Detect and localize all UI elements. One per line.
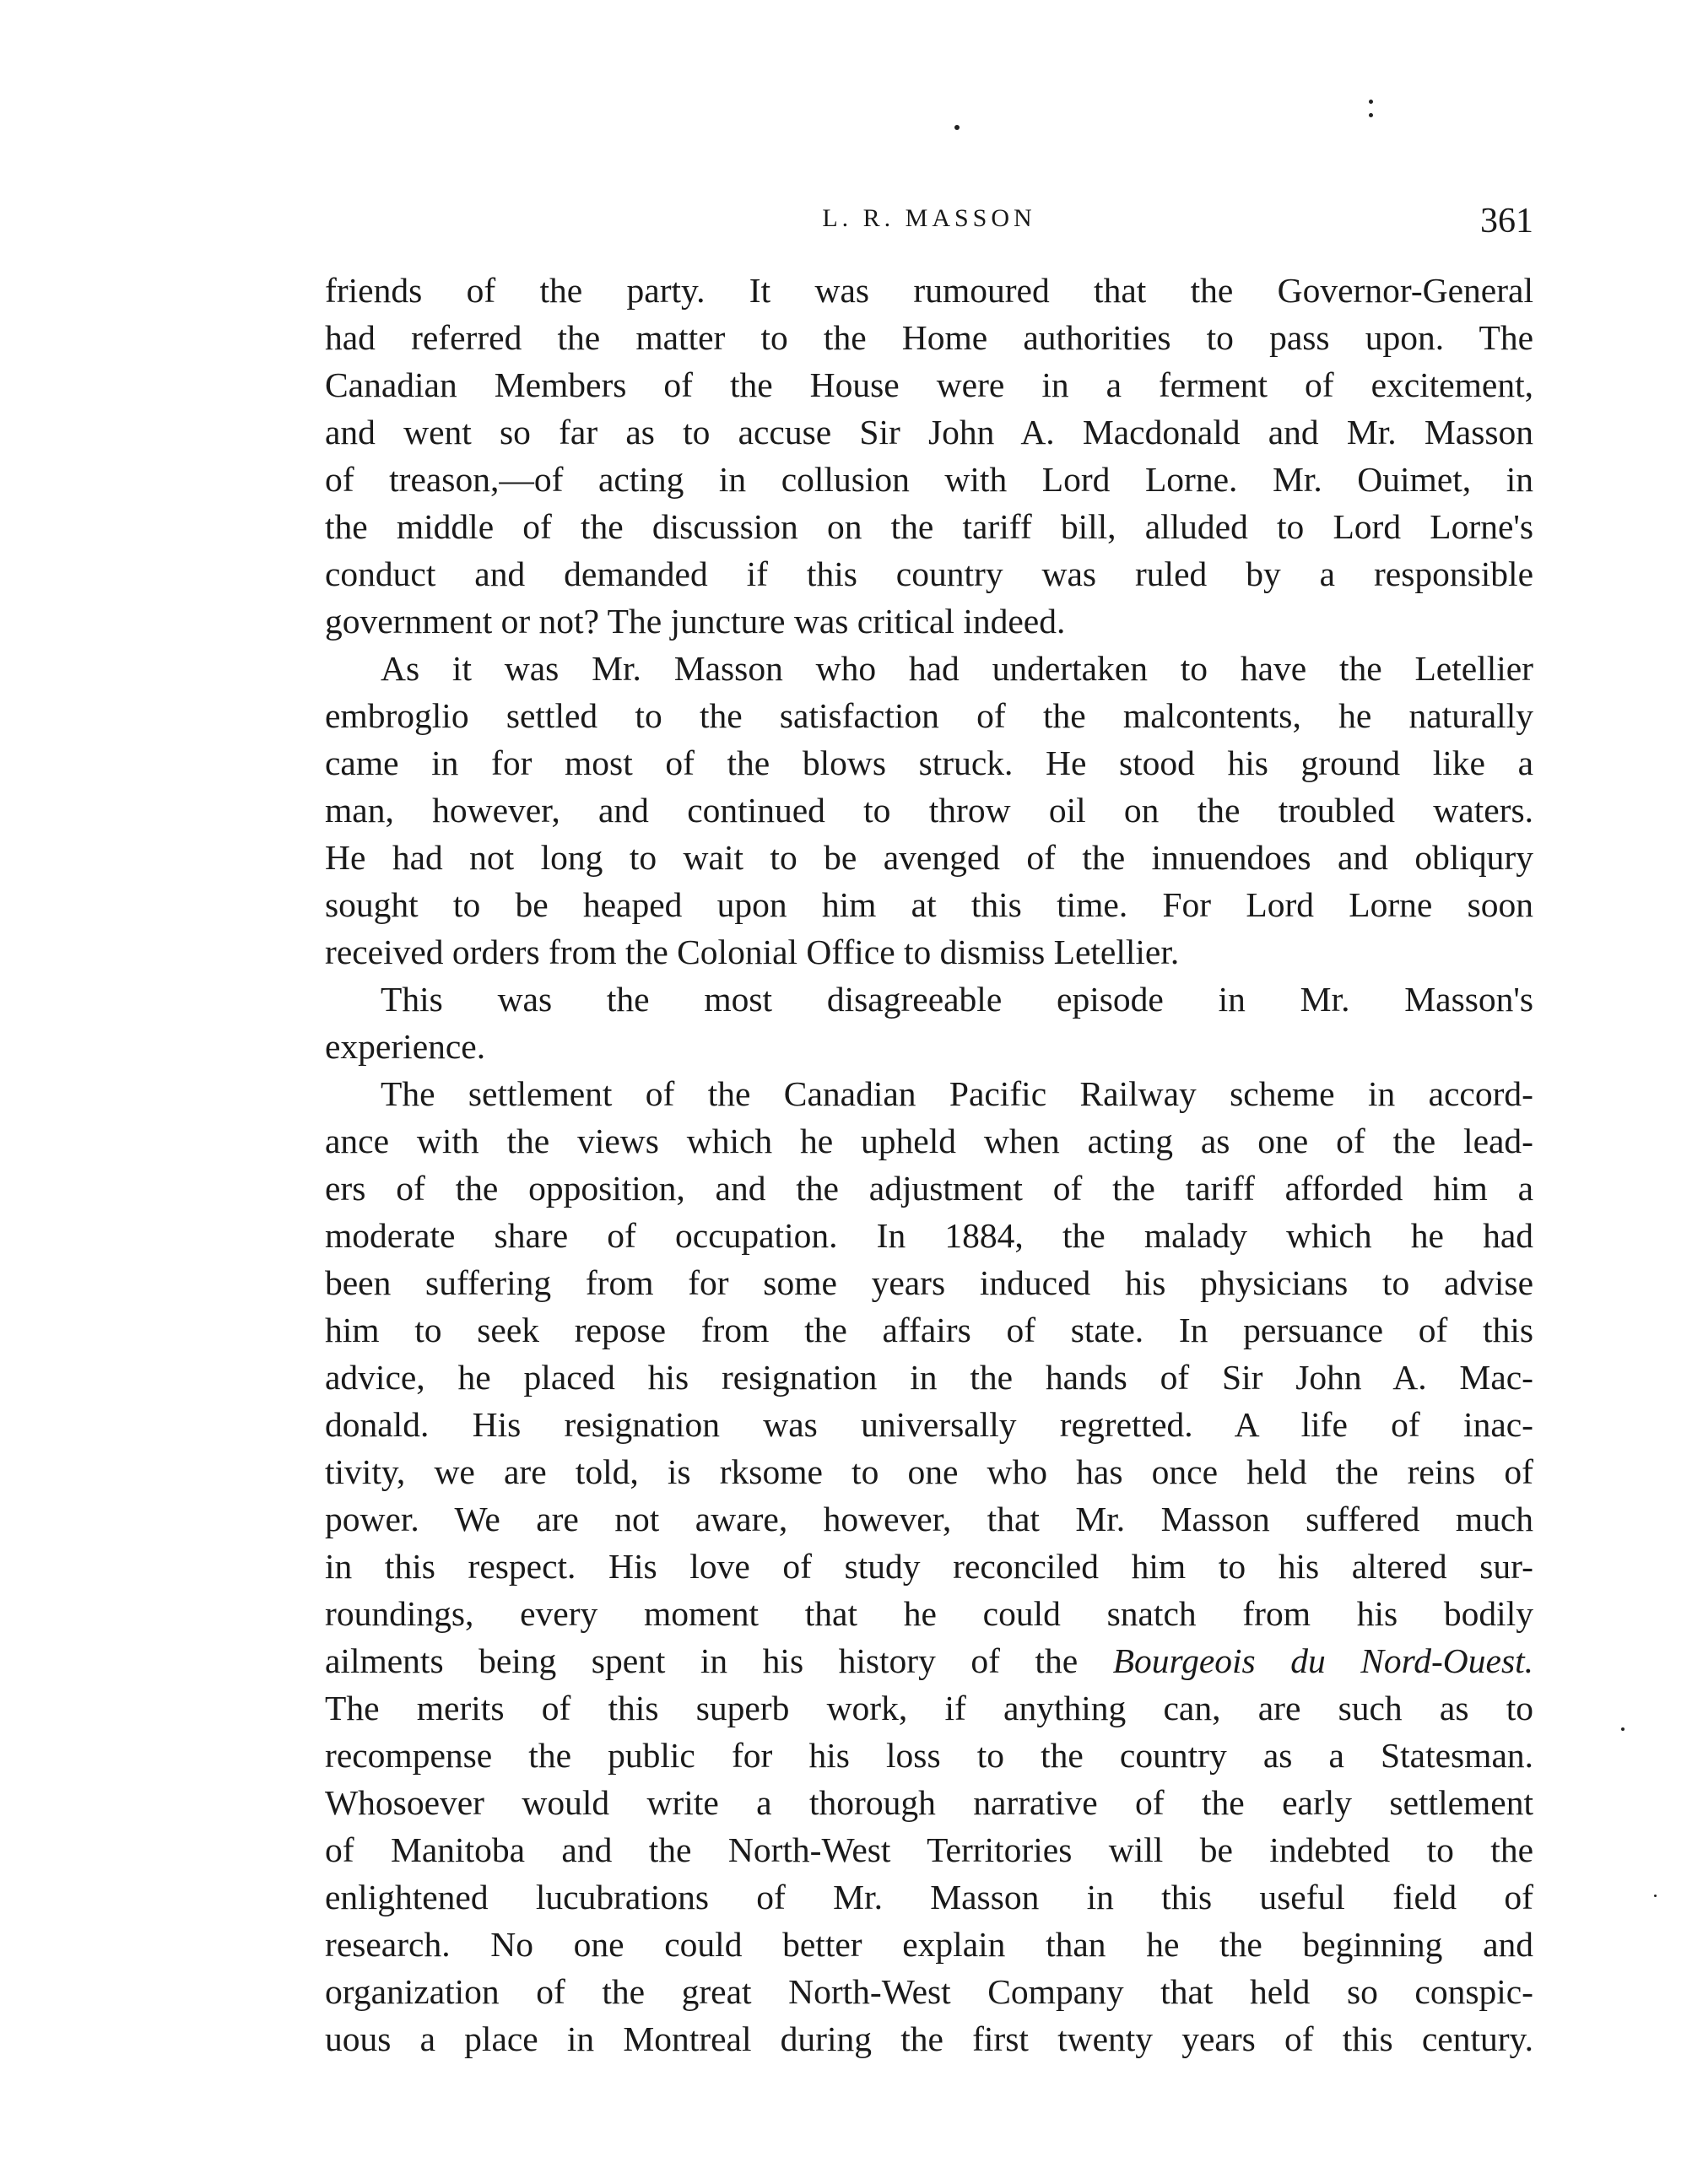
text-line: organization of the great North-West Company that held so conspic- bbox=[325, 1972, 1533, 2011]
scan-speck bbox=[1369, 113, 1373, 117]
text-line: sought to be heaped upon him at this time. For Lord Lorne soon bbox=[325, 885, 1533, 924]
text-line: enlightened lucubrations of Mr. Masson in this useful field of bbox=[325, 1878, 1533, 1916]
text-line: advice, he placed his resignation in the hands of Sir John A. Mac- bbox=[325, 1358, 1533, 1397]
text-line: embroglio settled to the satisfaction of the malcontents, he naturally bbox=[325, 696, 1533, 735]
text-line: man, however, and continued to throw oil on the troubled waters. bbox=[325, 791, 1533, 830]
text-line: moderate share of occupation. In 1884, the malady which he had bbox=[325, 1216, 1533, 1255]
paragraph bbox=[325, 1070, 1533, 2062]
text-line: research. No one could better explain than he the beginning and bbox=[325, 1925, 1533, 1964]
text-line: of treason,—of acting in collusion with Lord Lorne. Mr. Ouimet, in bbox=[325, 460, 1533, 499]
text-line: power. We are not aware, however, that Mr. Masson suffered much bbox=[325, 1500, 1533, 1538]
text-line-with-italic bbox=[325, 1637, 1533, 1684]
text-line: experience. bbox=[325, 1027, 486, 1066]
paragraph bbox=[325, 976, 1533, 1070]
text-line: uous a place in Montreal during the first twenty years of this century. bbox=[325, 2019, 1533, 2058]
text-line: received orders from the Colonial Office to dismiss Letellier. bbox=[325, 933, 1180, 971]
text-line: As it was Mr. Masson who had undertaken to have the Letellier bbox=[381, 649, 1533, 688]
text-line: The settlement of the Canadian Pacific Railway scheme in accord- bbox=[381, 1074, 1533, 1113]
text-line: Whosoever would write a thorough narrative of the early settlement bbox=[325, 1783, 1533, 1822]
scan-speck bbox=[1369, 100, 1373, 104]
italic-book-title: Bourgeois du Nord-Ouest. bbox=[1112, 1641, 1533, 1680]
text-line: the middle of the discussion on the tariff bill, alluded to Lord Lorne's bbox=[325, 507, 1533, 546]
running-title: L. R. MASSON bbox=[822, 204, 1036, 232]
scan-speck bbox=[954, 125, 960, 130]
text-line: roundings, every moment that he could snatch from his bodily bbox=[325, 1594, 1533, 1633]
text-line: tivity, we are told, is rksome to one who has once held the reins of bbox=[325, 1452, 1533, 1491]
text-line: He had not long to wait to be avenged of the innuendoes and obliqury bbox=[325, 838, 1533, 877]
text-line: Canadian Members of the House were in a ferment of excitement, bbox=[325, 365, 1533, 404]
text-line: came in for most of the blows struck. He stood his ground like a bbox=[325, 743, 1533, 782]
text-line: of Manitoba and the North-West Territories will be indebted to the bbox=[325, 1830, 1533, 1869]
text-line: been suffering from for some years induced his physicians to advise bbox=[325, 1263, 1533, 1302]
paragraph bbox=[325, 645, 1533, 976]
page-number: 361 bbox=[1480, 202, 1533, 241]
paragraph bbox=[325, 267, 1533, 645]
text-line: This was the most disagreeable episode in Mr. Masson's bbox=[381, 980, 1533, 1019]
scan-speck bbox=[1621, 1727, 1625, 1731]
text-line: him to seek repose from the affairs of state. In persuance of this bbox=[325, 1311, 1533, 1349]
text-line: ers of the opposition, and the adjustment of the tariff afforded him a bbox=[325, 1169, 1533, 1208]
text-line: donald. His resignation was universally regretted. A life of inac- bbox=[325, 1405, 1533, 1444]
scan-speck bbox=[1654, 1895, 1657, 1897]
text-line: friends of the party. It was rumoured that the Governor-General bbox=[325, 271, 1533, 310]
line-text: ailments being spent in his history of the bbox=[325, 1641, 1113, 1680]
text-line: and went so far as to accuse Sir John A. Macdonald and Mr. Masson bbox=[325, 413, 1533, 451]
text-line: had referred the matter to the Home authorities to pass upon. The bbox=[325, 318, 1533, 357]
text-line: recompense the public for his loss to the country as a Statesman. bbox=[325, 1736, 1533, 1775]
body-text bbox=[325, 267, 1533, 2062]
text-line: in this respect. His love of study reconciled him to his altered sur- bbox=[325, 1547, 1533, 1586]
text-line: government or not? The juncture was critical indeed. bbox=[325, 602, 1066, 641]
text-line: The merits of this superb work, if anything can, are such as to bbox=[325, 1689, 1533, 1727]
text-line: conduct and demanded if this country was ruled by a responsible bbox=[325, 554, 1533, 593]
text-line: ance with the views which he upheld when acting as one of the lead- bbox=[325, 1122, 1533, 1160]
page-header bbox=[325, 201, 1533, 251]
